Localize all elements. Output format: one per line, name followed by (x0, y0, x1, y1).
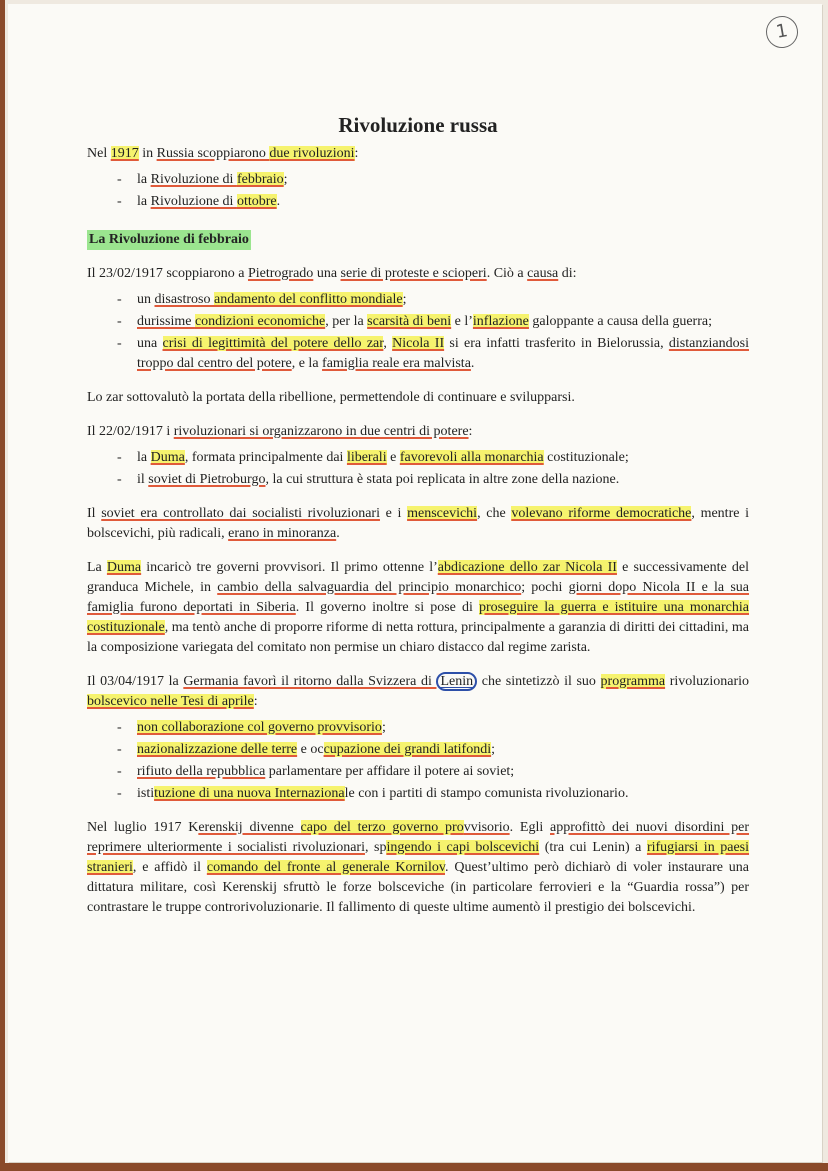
april-theses-list (87, 718, 749, 804)
list-item: - la Rivoluzione di ottobre. (87, 192, 749, 212)
intro-list (87, 170, 749, 212)
page-title: Rivoluzione russa (338, 113, 498, 137)
kerenskij-paragraph: Nel luglio 1917 Kerenskij divenne capo del terzo governo provvisorio. Egli approfittò dei nuovi disordini per reprimere ulteriormente i socialisti rivoluzionari, spingendo i capi bolscevichi (tra cui Lenin) a rifugiarsi in paesi stranieri, e affidò il comando del fronte al generale Kornilov. Quest’ultimo però dichiarò di voler instaurare una dittatura militare, così Kerenskij sfruttò le forze bolsceviche (in particolare ferrovieri e la “Guardia rossa”) per contrastare le truppe controrivoluzionarie. Il fallimento di queste ultime aumentò il prestigio dei bolscevichi. (87, 820, 750, 915)
soviet-paragraph: Il soviet era controllato dai socialisti rivoluzionari e i menscevichi, che volevano riforme democratiche, mentre i bolscevichi, più radicali, erano in minoranza. (87, 506, 750, 541)
power-centers-list (87, 448, 749, 490)
list-item: - la Rivoluzione di febbraio; (87, 170, 749, 190)
page-number-circle: 1 (763, 13, 800, 50)
page-edge-left (0, 0, 5, 1171)
zar-paragraph: Lo zar sottovalutò la portata della ribellione, permettendole di continuare e svilupparsi. (87, 390, 575, 405)
lenin-paragraph: Il 03/04/1917 la Germania favorì il ritorno dalla Svizzera di Lenin che sintetizzò il suo programma rivoluzionario bolscevico nelle Tesi di aprile: (87, 674, 750, 709)
power-centers-paragraph: Il 22/02/1917 i rivoluzionari si organizzarono in due centri di potere: (87, 424, 473, 439)
list-item: - non collaborazione col governo provvisorio; (87, 718, 749, 738)
list-item: - una crisi di legittimità del potere dello zar, Nicola II si era infatti trasferito in Bielorussia, distanziandosi troppo dal centro del potere, e la famiglia reale era malvista. (87, 334, 749, 374)
list-item: - la Duma, formata principalmente dai liberali e favorevoli alla monarchia costituzionale; (87, 448, 749, 468)
list-item: - il soviet di Pietroburgo, la cui struttura è stata poi replicata in altre zone della nazione. (87, 470, 749, 490)
document-content (87, 112, 749, 932)
list-item: - un disastroso andamento del conflitto mondiale; (87, 290, 749, 310)
intro-paragraph: Nel 1917 in Russia scoppiarono due rivoluzioni: (87, 146, 359, 161)
causes-paragraph: Il 23/02/1917 scoppiarono a Pietrogrado una serie di proteste e scioperi. Ciò a causa di: (87, 266, 577, 281)
list-item: - durissime condizioni economiche, per la scarsità di beni e l’inflazione galoppante a causa della guerra; (87, 312, 749, 332)
list-item: - rifiuto della repubblica parlamentare per affidare il potere ai soviet; (87, 762, 749, 782)
section-title-february: La Rivoluzione di febbraio (87, 230, 251, 250)
lenin-circled: Lenin (436, 672, 477, 691)
duma-paragraph: La Duma incaricò tre governi provvisori. Il primo ottenne l’abdicazione dello zar Nicola II e successivamente del granduca Michele, in cambio della salvaguardia del principio monarchico; pochi giorni dopo Nicola II e la sua famiglia furono deportati in Siberia. Il governo inoltre si pose di proseguire la guerra e istituire una monarchia costituzionale, ma tentò anche di proporre riforme di netta rottura, principalmente a garanzia di diritti dei cittadini, ma la composizione variegata del comitato non permise un chiaro distacco dal regime zarista. (87, 560, 750, 655)
list-item: - istituzione di una nuova Internazionale con i partiti di stampo comunista rivoluzionario. (87, 784, 749, 804)
page-edge-bottom (0, 1163, 828, 1171)
list-item: - nazionalizzazione delle terre e occupazione dei grandi latifondi; (87, 740, 749, 760)
causes-list (87, 290, 749, 374)
